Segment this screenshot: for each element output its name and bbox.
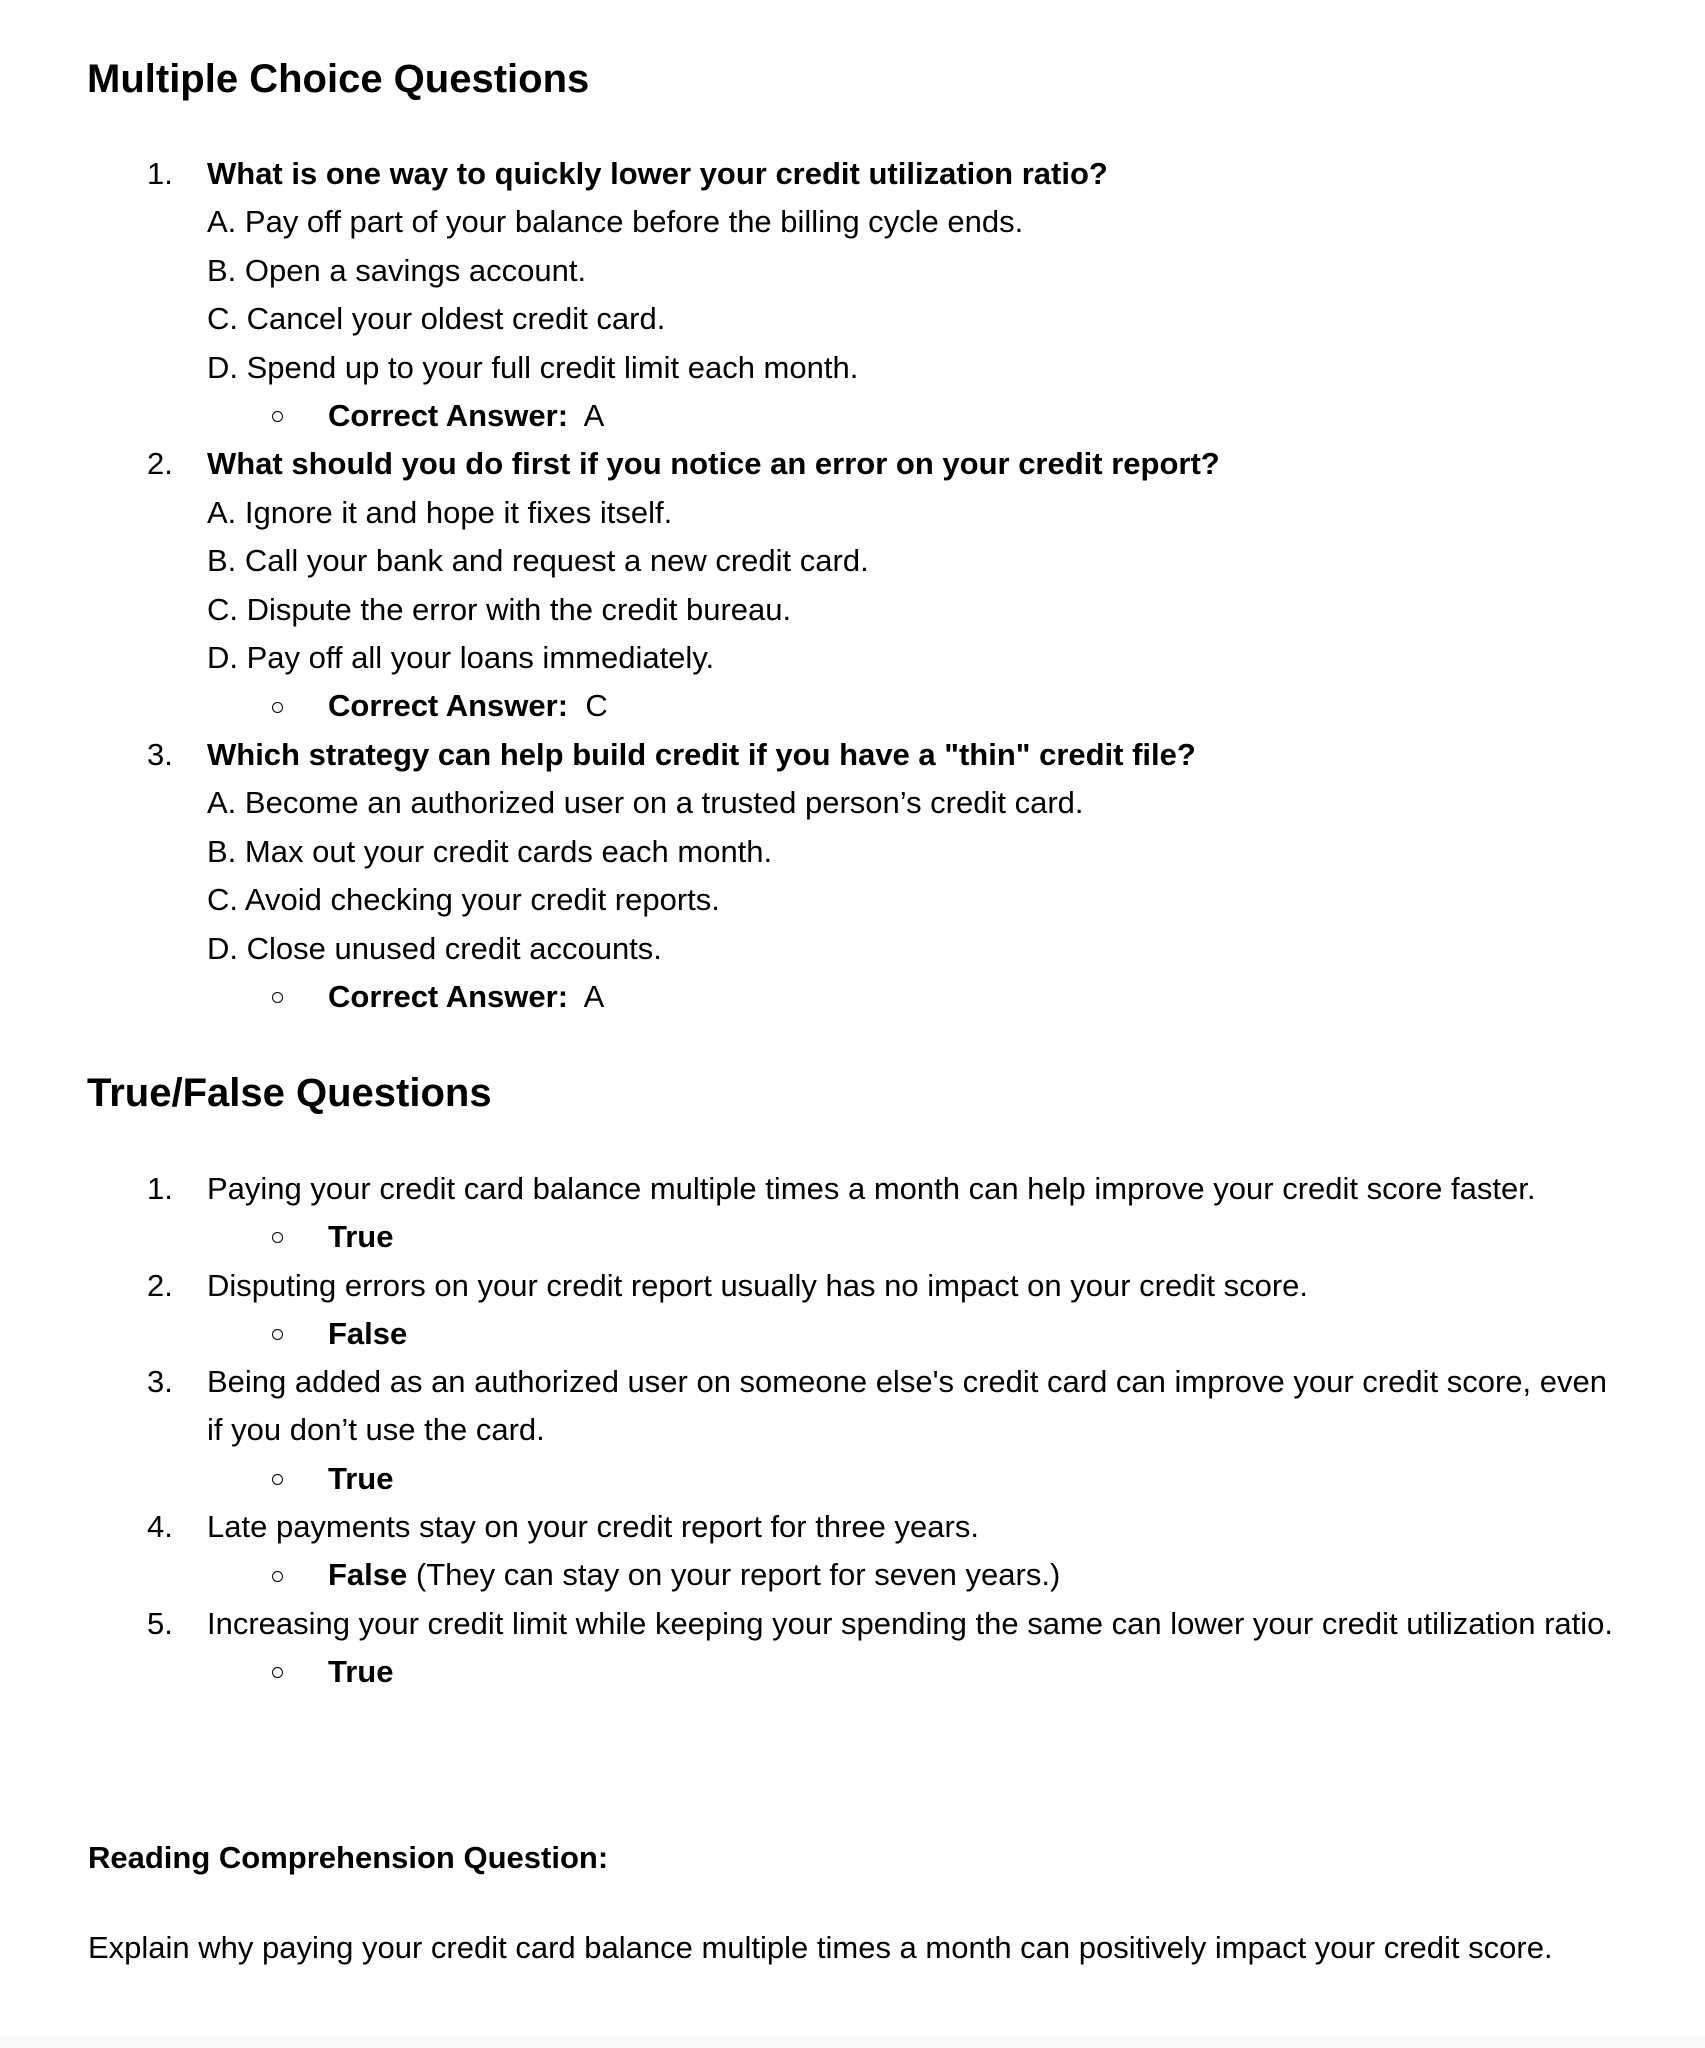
option-b: B. Call your bank and request a new credit card. xyxy=(207,543,869,579)
page-bottom-edge xyxy=(0,2036,1705,2048)
tf-answer xyxy=(207,1648,1627,1696)
multiple-choice-heading: Multiple Choice Questions xyxy=(87,57,590,101)
question-number: 2. xyxy=(147,1267,173,1303)
hollow-circle-bullet-icon xyxy=(272,1474,283,1485)
reading-comprehension-prompt: Explain why paying your credit card balance multiple times a month can positively impact your credit score. xyxy=(88,1930,1553,1965)
tf-answer-value: False xyxy=(328,1557,408,1593)
tf-question-3 xyxy=(0,1358,1627,1503)
mc-question-2 xyxy=(0,440,1627,730)
tf-answer xyxy=(207,1455,1627,1503)
statement-text: Being added as an authorized user on someone else's credit card can improve your credit score, even if you don’t use the card. xyxy=(207,1364,1607,1448)
tf-question-2 xyxy=(0,1262,1627,1359)
correct-answer-value: A xyxy=(583,398,605,434)
tf-answer-value: True xyxy=(328,1219,394,1255)
mc-question-3 xyxy=(0,731,1627,1021)
option-b: B. Open a savings account. xyxy=(207,252,587,288)
option-c: C. Avoid checking your credit reports. xyxy=(207,882,720,918)
tf-answer-note: (They can stay on your report for seven years.) xyxy=(407,1557,1061,1593)
question-text: What is one way to quickly lower your credit utilization ratio? xyxy=(207,156,1108,191)
correct-answer-value: C xyxy=(585,688,608,724)
option-d: D. Pay off all your loans immediately. xyxy=(207,640,715,676)
statement-text: Increasing your credit limit while keeping your spending the same can lower your credit utilization ratio. xyxy=(207,1605,1614,1641)
tf-question-4 xyxy=(0,1503,1627,1600)
tf-answer-value: True xyxy=(328,1460,394,1496)
hollow-circle-bullet-icon xyxy=(272,1329,283,1340)
option-d: D. Spend up to your full credit limit each month. xyxy=(207,349,859,385)
correct-answer xyxy=(207,392,1627,440)
option-b: B. Max out your credit cards each month. xyxy=(207,833,773,869)
question-number: 4. xyxy=(147,1509,173,1545)
hollow-circle-bullet-icon xyxy=(272,992,283,1003)
true-false-list xyxy=(0,1165,1705,1696)
tf-answer xyxy=(207,1551,1627,1599)
option-c: C. Dispute the error with the credit bureau. xyxy=(207,591,792,627)
tf-answer-value: False xyxy=(328,1315,408,1351)
question-number: 5. xyxy=(147,1605,173,1641)
correct-answer-label: Correct Answer: xyxy=(328,978,569,1014)
statement-text: Paying your credit card balance multiple times a month can help improve your credit score faster. xyxy=(207,1171,1536,1206)
statement-text: Disputing errors on your credit report usually has no impact on your credit score. xyxy=(207,1267,1308,1303)
question-text: What should you do first if you notice an error on your credit report? xyxy=(207,446,1220,482)
question-number: 3. xyxy=(147,736,173,772)
option-c: C. Cancel your oldest credit card. xyxy=(207,301,666,337)
tf-answer xyxy=(207,1213,1627,1261)
correct-answer xyxy=(207,682,1627,730)
multiple-choice-list xyxy=(0,150,1705,1021)
question-text: Which strategy can help build credit if you have a "thin" credit file? xyxy=(207,736,1196,772)
tf-answer xyxy=(207,1310,1627,1358)
tf-question-5 xyxy=(0,1600,1627,1697)
hollow-circle-bullet-icon xyxy=(272,1232,283,1243)
option-d: D. Close unused credit accounts. xyxy=(207,930,662,966)
hollow-circle-bullet-icon xyxy=(272,702,283,713)
reading-comprehension-heading: Reading Comprehension Question: xyxy=(88,1840,609,1875)
option-a: A. Ignore it and hope it fixes itself. xyxy=(207,494,673,530)
statement-text: Late payments stay on your credit report for three years. xyxy=(207,1509,979,1545)
correct-answer xyxy=(207,973,1627,1021)
question-number: 1. xyxy=(147,1171,173,1206)
option-a: A. Become an authorized user on a trusted person’s credit card. xyxy=(207,785,1084,821)
question-number: 3. xyxy=(147,1364,173,1400)
correct-answer-value: A xyxy=(583,978,605,1014)
tf-answer-value: True xyxy=(328,1653,394,1689)
true-false-heading: True/False Questions xyxy=(87,1071,492,1115)
hollow-circle-bullet-icon xyxy=(272,411,283,422)
question-number: 1. xyxy=(147,156,173,191)
correct-answer-label: Correct Answer: xyxy=(328,398,569,434)
option-a: A. Pay off part of your balance before the billing cycle ends. xyxy=(207,204,1024,240)
tf-question-1 xyxy=(0,1165,1627,1262)
question-number: 2. xyxy=(147,446,173,482)
mc-question-1 xyxy=(0,150,1627,440)
hollow-circle-bullet-icon xyxy=(272,1667,283,1678)
correct-answer-label: Correct Answer: xyxy=(328,688,569,724)
hollow-circle-bullet-icon xyxy=(272,1571,283,1582)
